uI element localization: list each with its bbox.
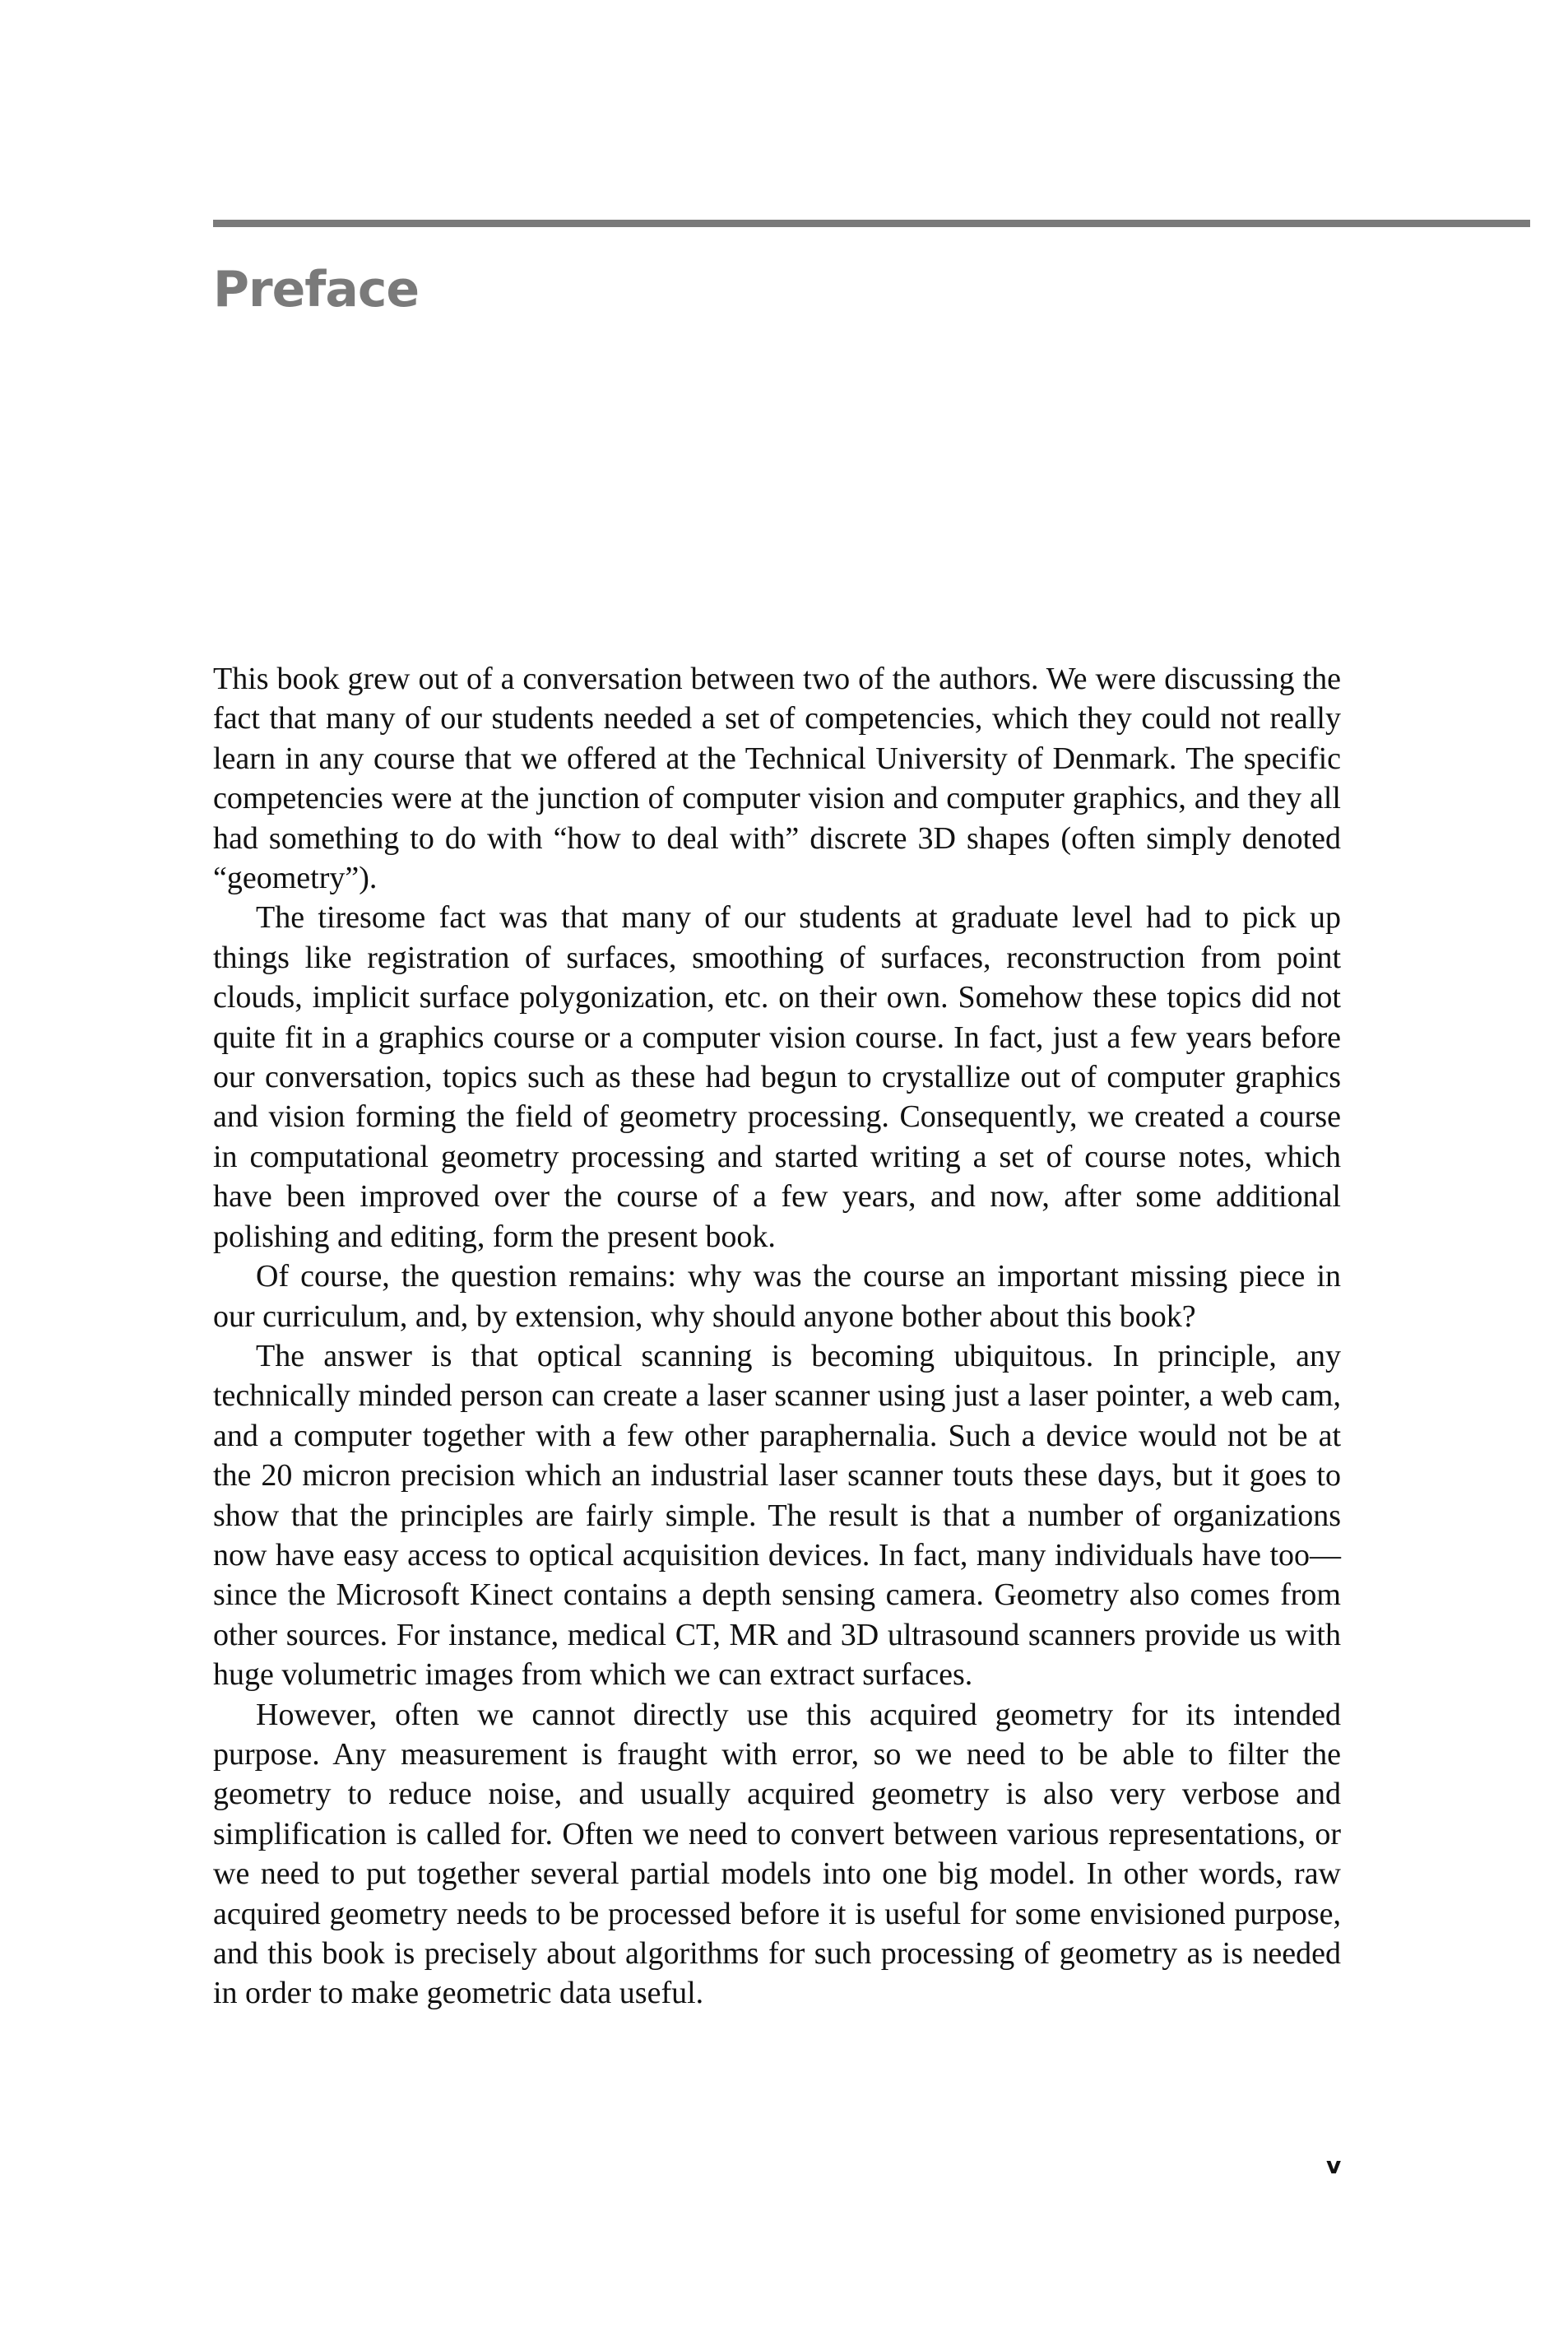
- chapter-title: Preface: [213, 261, 420, 318]
- paragraph-1: This book grew out of a conversation between two of the authors. We were discussing the fact that many of our students needed a set of competencies, which they could not really learn in any course that we offered at the Technical University of Denmark. The specific competencies were at the junction of computer vision and computer graphics, and they all had something to do with “how to deal with” discrete 3D shapes (often simply denoted “geometry”).: [213, 662, 1341, 896]
- paragraph-3: Of course, the question remains: why was the course an important missing piece in our curriculum, and, by extension, why should anyone bother about this book?: [213, 1259, 1341, 1334]
- paragraph-5: However, often we cannot directly use this acquired geometry for its intended purpose. Any measurement is fraught with error, so we need to be able to filter the geometry to reduce noise, and usually acquired geometry is also very verbose and simplification is called for. Often we need to convert between various representations, or we need to put together several partial models into one big model. In other words, raw acquired geometry needs to be processed before it is useful for some envisioned purpose, and this book is precisely about algorithms for such processing of geometry as is needed in order to make geometric data useful.: [213, 1697, 1341, 2011]
- chapter-rule: [213, 220, 1530, 227]
- preface-body: [213, 659, 1341, 2014]
- paragraph-4: The answer is that optical scanning is becoming ubiquitous. In principle, any technically minded person can create a laser scanner using just a laser pointer, a web cam, and a computer together with a few other paraphernalia. Such a device would not be at the 20 micron precision which an industrial laser scanner touts these days, but it goes to show that the principles are fairly simple. The result is that a number of organizations now have easy access to optical acquisition devices. In fact, many individuals have too—since the Microsoft Kinect contains a depth sensing camera. Geometry also comes from other sources. For instance, medical CT, MR and 3D ultrasound scanners provide us with huge volumetric images from which we can extract surfaces.: [213, 1338, 1341, 1693]
- page-number: v: [1326, 2152, 1342, 2179]
- paragraph-2: The tiresome fact was that many of our students at graduate level had to pick up things like registration of surfaces, smoothing of surfaces, reconstruction from point clouds, implicit surface polygonization, etc. on their own. Somehow these topics did not quite fit in a graphics course or a computer vision course. In fact, just a few years before our conversation, topics such as these had begun to crystallize out of computer graphics and vision forming the field of geometry processing. Consequently, we created a course in computational geometry processing and started writing a set of course notes, which have been improved over the course of a few years, and now, after some additional polishing and editing, form the present book.: [213, 900, 1341, 1254]
